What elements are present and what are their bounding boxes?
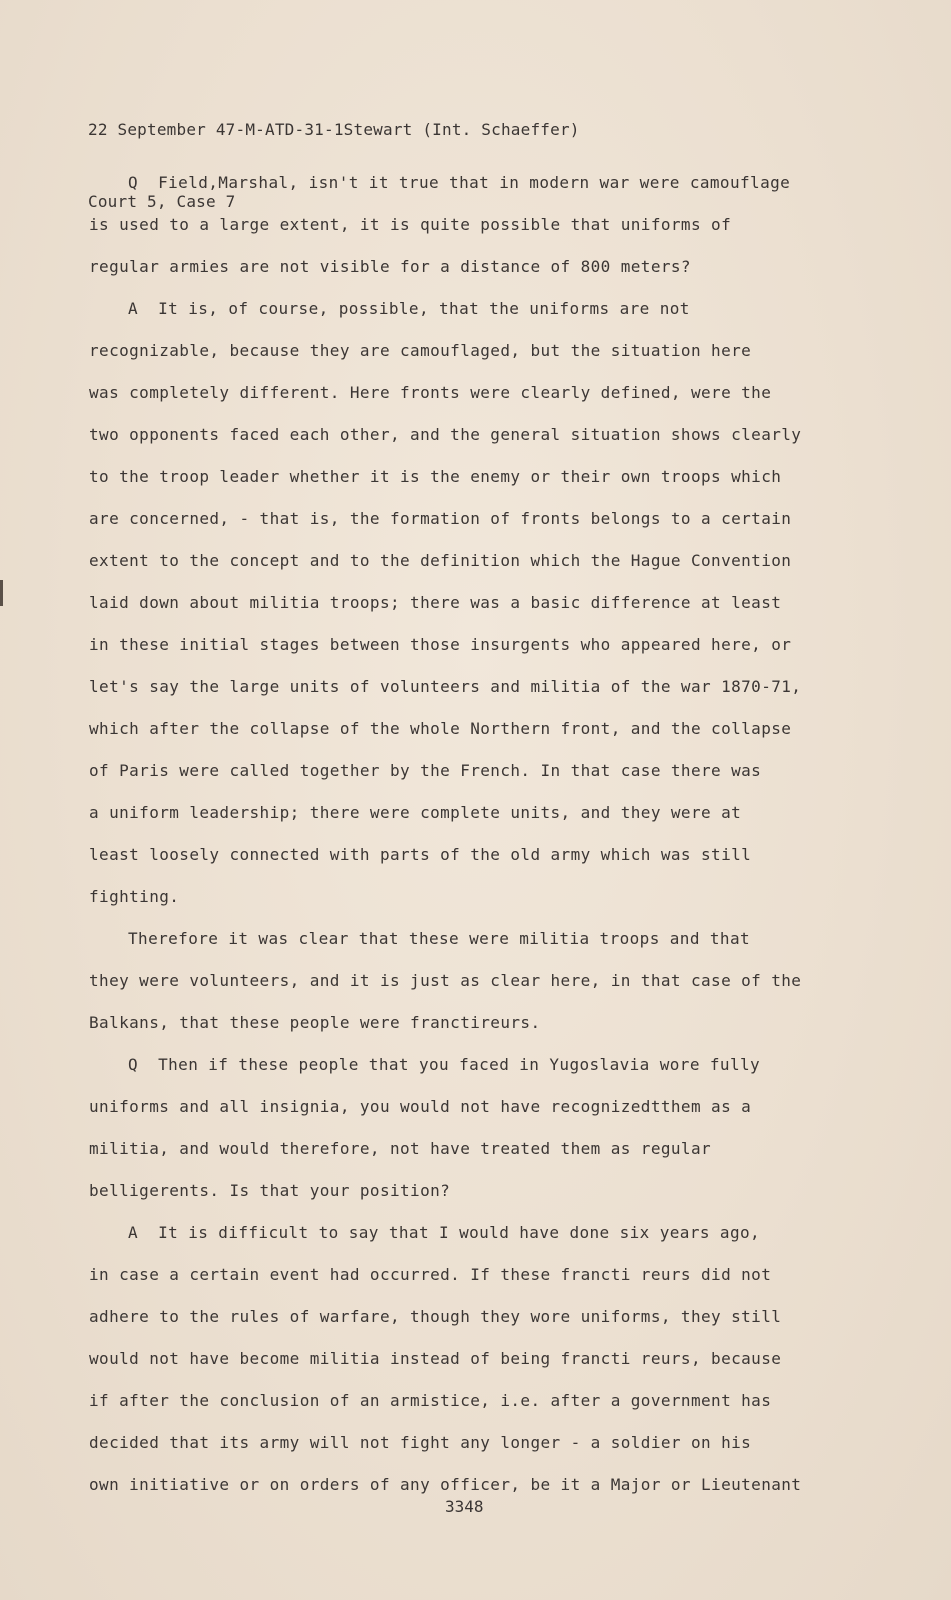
text-line: they were volunteers, and it is just as clear here, in that case of the [89,971,802,990]
text-line: least loosely connected with parts of the old army which was still [89,845,752,864]
text-line: are concerned, - that is, the formation of fronts belongs to a certain [89,509,792,528]
text-line: adhere to the rules of warfare, though they wore uniforms, they still [89,1307,782,1326]
text-line: would not have become militia instead of being francti reurs, because [89,1349,782,1368]
header-line-1: 22 September 47-M-ATD-31-1Stewart (Int. Schaeffer) [88,120,580,139]
text-line: uniforms and all insignia, you would not have recognizedtthem as a [89,1097,752,1116]
text-line: in case a certain event had occurred. If these francti reurs did not [89,1265,772,1284]
text-line: is used to a large extent, it is quite possible that uniforms of [89,215,732,234]
text-line: A It is, of course, possible, that the uniforms are not [128,299,690,318]
text-line: of Paris were called together by the French. In that case there was [89,761,762,780]
margin-mark [0,580,3,606]
text-line: extent to the concept and to the definition which the Hague Convention [89,551,792,570]
text-line: Q Then if these people that you faced in Yugoslavia wore fully [128,1055,761,1074]
text-line: A It is difficult to say that I would have done six years ago, [128,1223,761,1242]
text-line: let's say the large units of volunteers and militia of the war 1870-71, [89,677,802,696]
text-line: in these initial stages between those insurgents who appeared here, or [89,635,792,654]
text-line: was completely different. Here fronts were clearly defined, were the [89,383,772,402]
text-line: two opponents faced each other, and the general situation shows clearly [89,425,802,444]
text-line: which after the collapse of the whole Northern front, and the collapse [89,719,792,738]
text-line: Q Field,Marshal, isn't it true that in modern war were camouflage [128,173,791,192]
text-line: laid down about militia troops; there was a basic difference at least [89,593,782,612]
text-line: if after the conclusion of an armistice, i.e. after a government has [89,1391,772,1410]
text-line: decided that its army will not fight any longer - a soldier on his [89,1433,752,1452]
text-line: belligerents. Is that your position? [89,1181,451,1200]
header-line-2: Court 5, Case 7 [88,192,236,211]
page-number: 3348 [445,1497,484,1516]
text-line: to the troop leader whether it is the enemy or their own troops which [89,467,782,486]
text-line: fighting. [89,887,180,906]
text-line: recognizable, because they are camouflaged, but the situation here [89,341,752,360]
text-line: militia, and would therefore, not have treated them as regular [89,1139,712,1158]
text-line: own initiative or on orders of any officer, be it a Major or Lieutenant [89,1475,802,1494]
text-line: Therefore it was clear that these were militia troops and that [128,929,751,948]
text-line: regular armies are not visible for a distance of 800 meters? [89,257,691,276]
text-line: a uniform leadership; there were complete units, and they were at [89,803,742,822]
text-line: Balkans, that these people were franctireurs. [89,1013,541,1032]
